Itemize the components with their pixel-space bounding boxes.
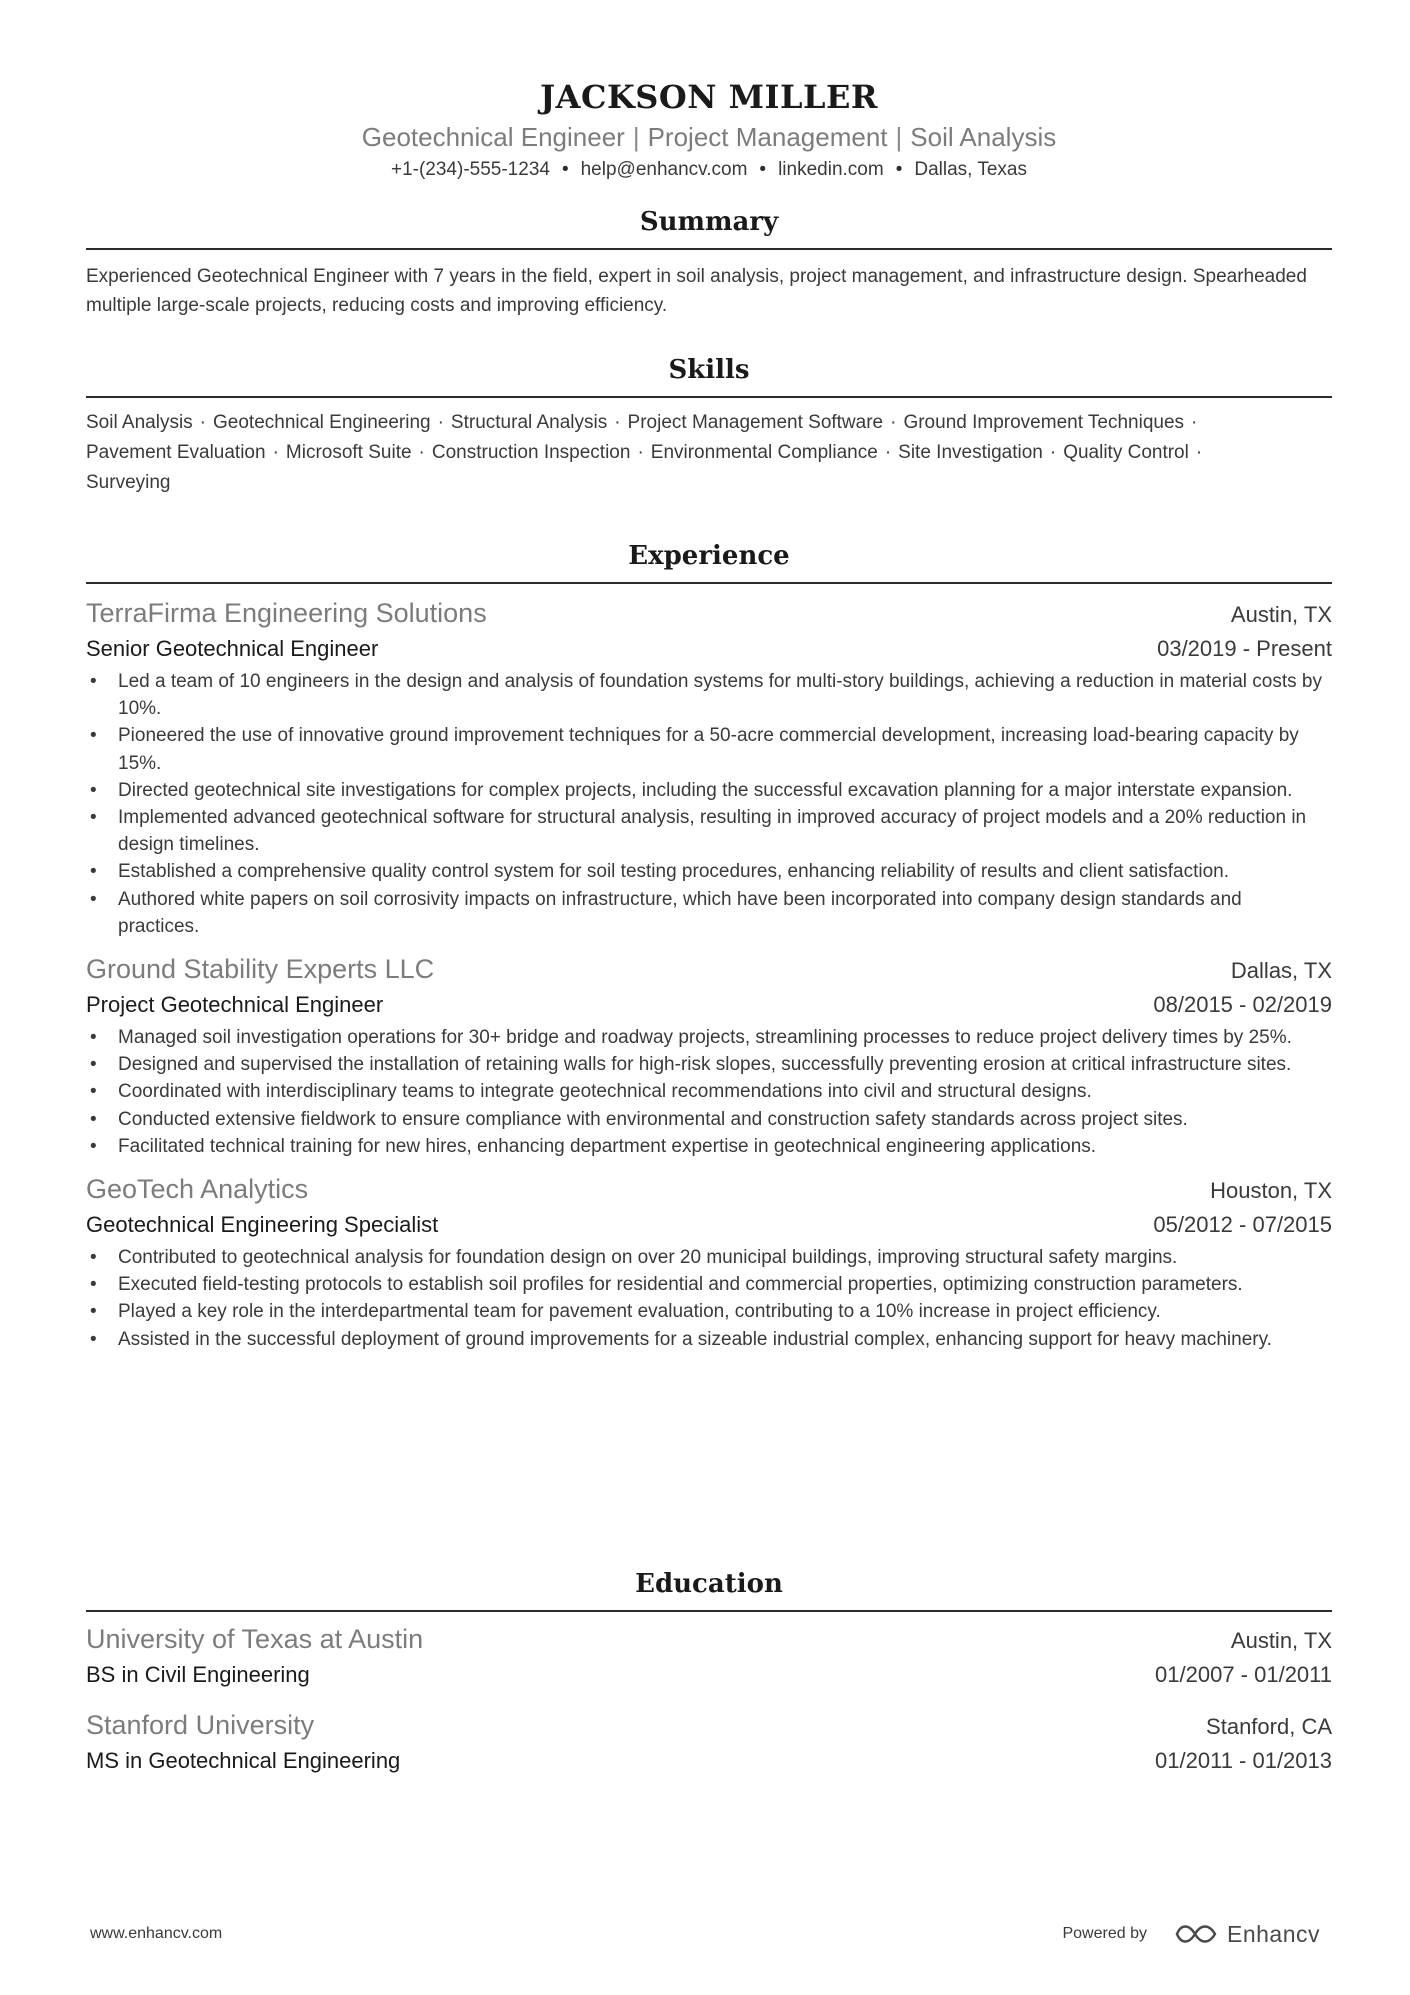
job-bullet: • Assisted in the successful deployment of ground improvements for a sizeable industrial complex, enhancing support for heavy machinery.	[86, 1326, 1332, 1353]
skill-item: Quality Control	[1063, 442, 1189, 463]
resume-header	[86, 0, 1332, 184]
job-bullets	[86, 1244, 1332, 1353]
company-name: TerraFirma Engineering Solutions	[86, 598, 487, 628]
skill-item: Environmental Compliance	[650, 442, 878, 463]
tagline-separator: |	[632, 122, 640, 152]
school-location: Austin, TX	[1230, 1628, 1332, 1653]
summary-section	[86, 204, 1332, 320]
job-bullet: • Conducted extensive fieldwork to ensure compliance with environmental and construction safety standards across project sites.	[86, 1106, 1332, 1133]
education-dates: 01/2011 - 01/2013	[1155, 1748, 1332, 1773]
school-name: University of Texas at Austin	[86, 1624, 424, 1654]
company-name: Ground Stability Experts LLC	[86, 954, 435, 985]
skill-item: Surveying	[86, 472, 171, 493]
tagline-item: Geotechnical Engineer	[361, 122, 625, 152]
brand-name: Enhancv	[1226, 1920, 1320, 1947]
experience-section	[86, 538, 1332, 1353]
skill-item: Pavement Evaluation	[86, 442, 266, 463]
skill-item: Project Management Software	[627, 412, 884, 433]
page-footer	[86, 1914, 1332, 1954]
education-dates: 01/2007 - 01/2011	[1155, 1662, 1332, 1687]
job-bullet: • Implemented advanced geotechnical software for structural analysis, resulting in improved accuracy of project models and a 20% reduction in design timelines.	[86, 804, 1332, 858]
contact-separator: •	[759, 159, 767, 180]
section-title-summary: Summary	[639, 207, 779, 237]
section-title-education: Education	[635, 1569, 783, 1599]
job-bullet: • Managed soil investigation operations for 30+ bridge and roadway projects, streamlining processes to reduce project delivery times by 25%.	[86, 1024, 1332, 1051]
education-entry	[86, 1622, 1332, 1692]
job-dates: 03/2019 - Present	[1157, 636, 1332, 661]
job-bullet: • Played a key role in the interdepartmental team for pavement evaluation, contributing to a 10% increase in project efficiency.	[86, 1298, 1332, 1325]
section-divider	[86, 396, 1332, 398]
section-divider	[86, 582, 1332, 584]
school-name: Stanford University	[86, 1710, 315, 1740]
job-title: Geotechnical Engineering Specialist	[86, 1212, 439, 1238]
job-bullets	[86, 668, 1332, 940]
job-dates: 05/2012 - 07/2015	[1153, 1212, 1332, 1238]
job-title: Project Geotechnical Engineer	[86, 992, 384, 1018]
tagline-item: Soil Analysis	[910, 122, 1057, 152]
skills-section	[86, 352, 1332, 498]
education-entry	[86, 1708, 1332, 1778]
section-title-experience: Experience	[628, 541, 790, 571]
skill-item: Ground Improvement Techniques	[903, 412, 1185, 433]
enhancv-logo-icon	[1173, 1921, 1221, 1947]
job-bullet: • Pioneered the use of innovative ground improvement techniques for a 50-acre commercial development, increasing load-bearing capacity by 15%.	[86, 722, 1332, 776]
job-bullet: • Contributed to geotechnical analysis for foundation design on over 20 municipal buildings, improving structural safety margins.	[86, 1244, 1332, 1271]
skill-item: Construction Inspection	[431, 442, 631, 463]
job-entry	[86, 952, 1332, 1160]
job-bullet: • Directed geotechnical site investigations for complex projects, including the successful excavation planning for a major interstate expansion.	[86, 777, 1332, 804]
job-bullet: • Facilitated technical training for new hires, enhancing department expertise in geotechnical engineering applications.	[86, 1133, 1332, 1160]
degree: BS in Civil Engineering	[86, 1662, 310, 1687]
contact-separator: •	[895, 159, 903, 180]
education-section	[86, 1566, 1332, 1778]
job-bullet: • Authored white papers on soil corrosivity impacts on infrastructure, which have been incorporated into company design standards and practices.	[86, 886, 1332, 940]
section-divider	[86, 248, 1332, 250]
tagline	[86, 120, 1332, 154]
phone: +1-(234)-555-1234	[390, 159, 550, 180]
job-location: Austin, TX	[1230, 602, 1332, 627]
section-divider	[86, 1610, 1332, 1612]
powered-by	[1062, 1921, 1332, 1948]
summary-text: Experienced Geotechnical Engineer with 7 years in the field, expert in soil analysis, project management, and infrastructure design. Spearheaded multiple large-scale projects, reducing costs and improving efficiency.	[86, 266, 1307, 316]
job-title: Senior Geotechnical Engineer	[86, 636, 379, 661]
degree: MS in Geotechnical Engineering	[86, 1748, 401, 1773]
skill-item: Geotechnical Engineering	[213, 412, 431, 433]
section-title-skills: Skills	[668, 355, 750, 385]
linkedin-link[interactable]: linkedin.com	[778, 159, 884, 180]
job-bullet: • Coordinated with interdisciplinary teams to integrate geotechnical recommendations into civil and structural designs.	[86, 1078, 1332, 1105]
company-name: GeoTech Analytics	[86, 1174, 309, 1205]
job-entry	[86, 1172, 1332, 1353]
job-bullets	[86, 1024, 1332, 1160]
skill-item: Site Investigation	[898, 442, 1043, 463]
footer-url-link[interactable]: www.enhancv.com	[90, 1925, 223, 1942]
contact-line	[86, 156, 1332, 184]
skill-item: Structural Analysis	[450, 412, 608, 433]
job-bullet: • Designed and supervised the installation of retaining walls for high-risk slopes, successfully preventing erosion at critical infrastructure sites.	[86, 1051, 1332, 1078]
job-location: Dallas, TX	[1230, 958, 1332, 984]
powered-by-label: Powered by	[1062, 1925, 1147, 1942]
tagline-separator: |	[895, 122, 903, 152]
job-entry	[86, 596, 1332, 940]
resume-page	[86, 0, 1332, 1995]
job-bullet: • Executed field-testing protocols to establish soil profiles for residential and commercial properties, optimizing construction parameters.	[86, 1271, 1332, 1298]
job-bullet: • Led a team of 10 engineers in the design and analysis of foundation systems for multi-story buildings, achieving a reduction in material costs by 10%.	[86, 668, 1332, 722]
job-dates: 08/2015 - 02/2019	[1153, 992, 1332, 1018]
job-bullet: • Established a comprehensive quality control system for soil testing procedures, enhancing reliability of results and client satisfaction.	[86, 858, 1332, 885]
contact-separator: •	[561, 159, 569, 180]
location: Dallas, Texas	[914, 159, 1027, 180]
skill-item: Soil Analysis	[86, 412, 193, 433]
email-link[interactable]: help@enhancv.com	[580, 159, 748, 180]
enhancv-brand[interactable]	[1173, 1921, 1320, 1948]
skills-list: Soil Analysis · Geotechnical Engineering · Structural Analysis · Project Management Software · Ground Improvement Techniques · Pavement Evaluation · Microsoft Suite · Construction Inspection · Environmental Compliance · Site Investigation · Quality Control · Surveying	[86, 412, 1203, 493]
skill-item: Microsoft Suite	[285, 442, 412, 463]
tagline-item: Project Management	[647, 122, 888, 152]
candidate-name: JACKSON MILLER	[540, 78, 878, 116]
job-location: Houston, TX	[1210, 1178, 1332, 1204]
school-location: Stanford, CA	[1206, 1714, 1332, 1739]
